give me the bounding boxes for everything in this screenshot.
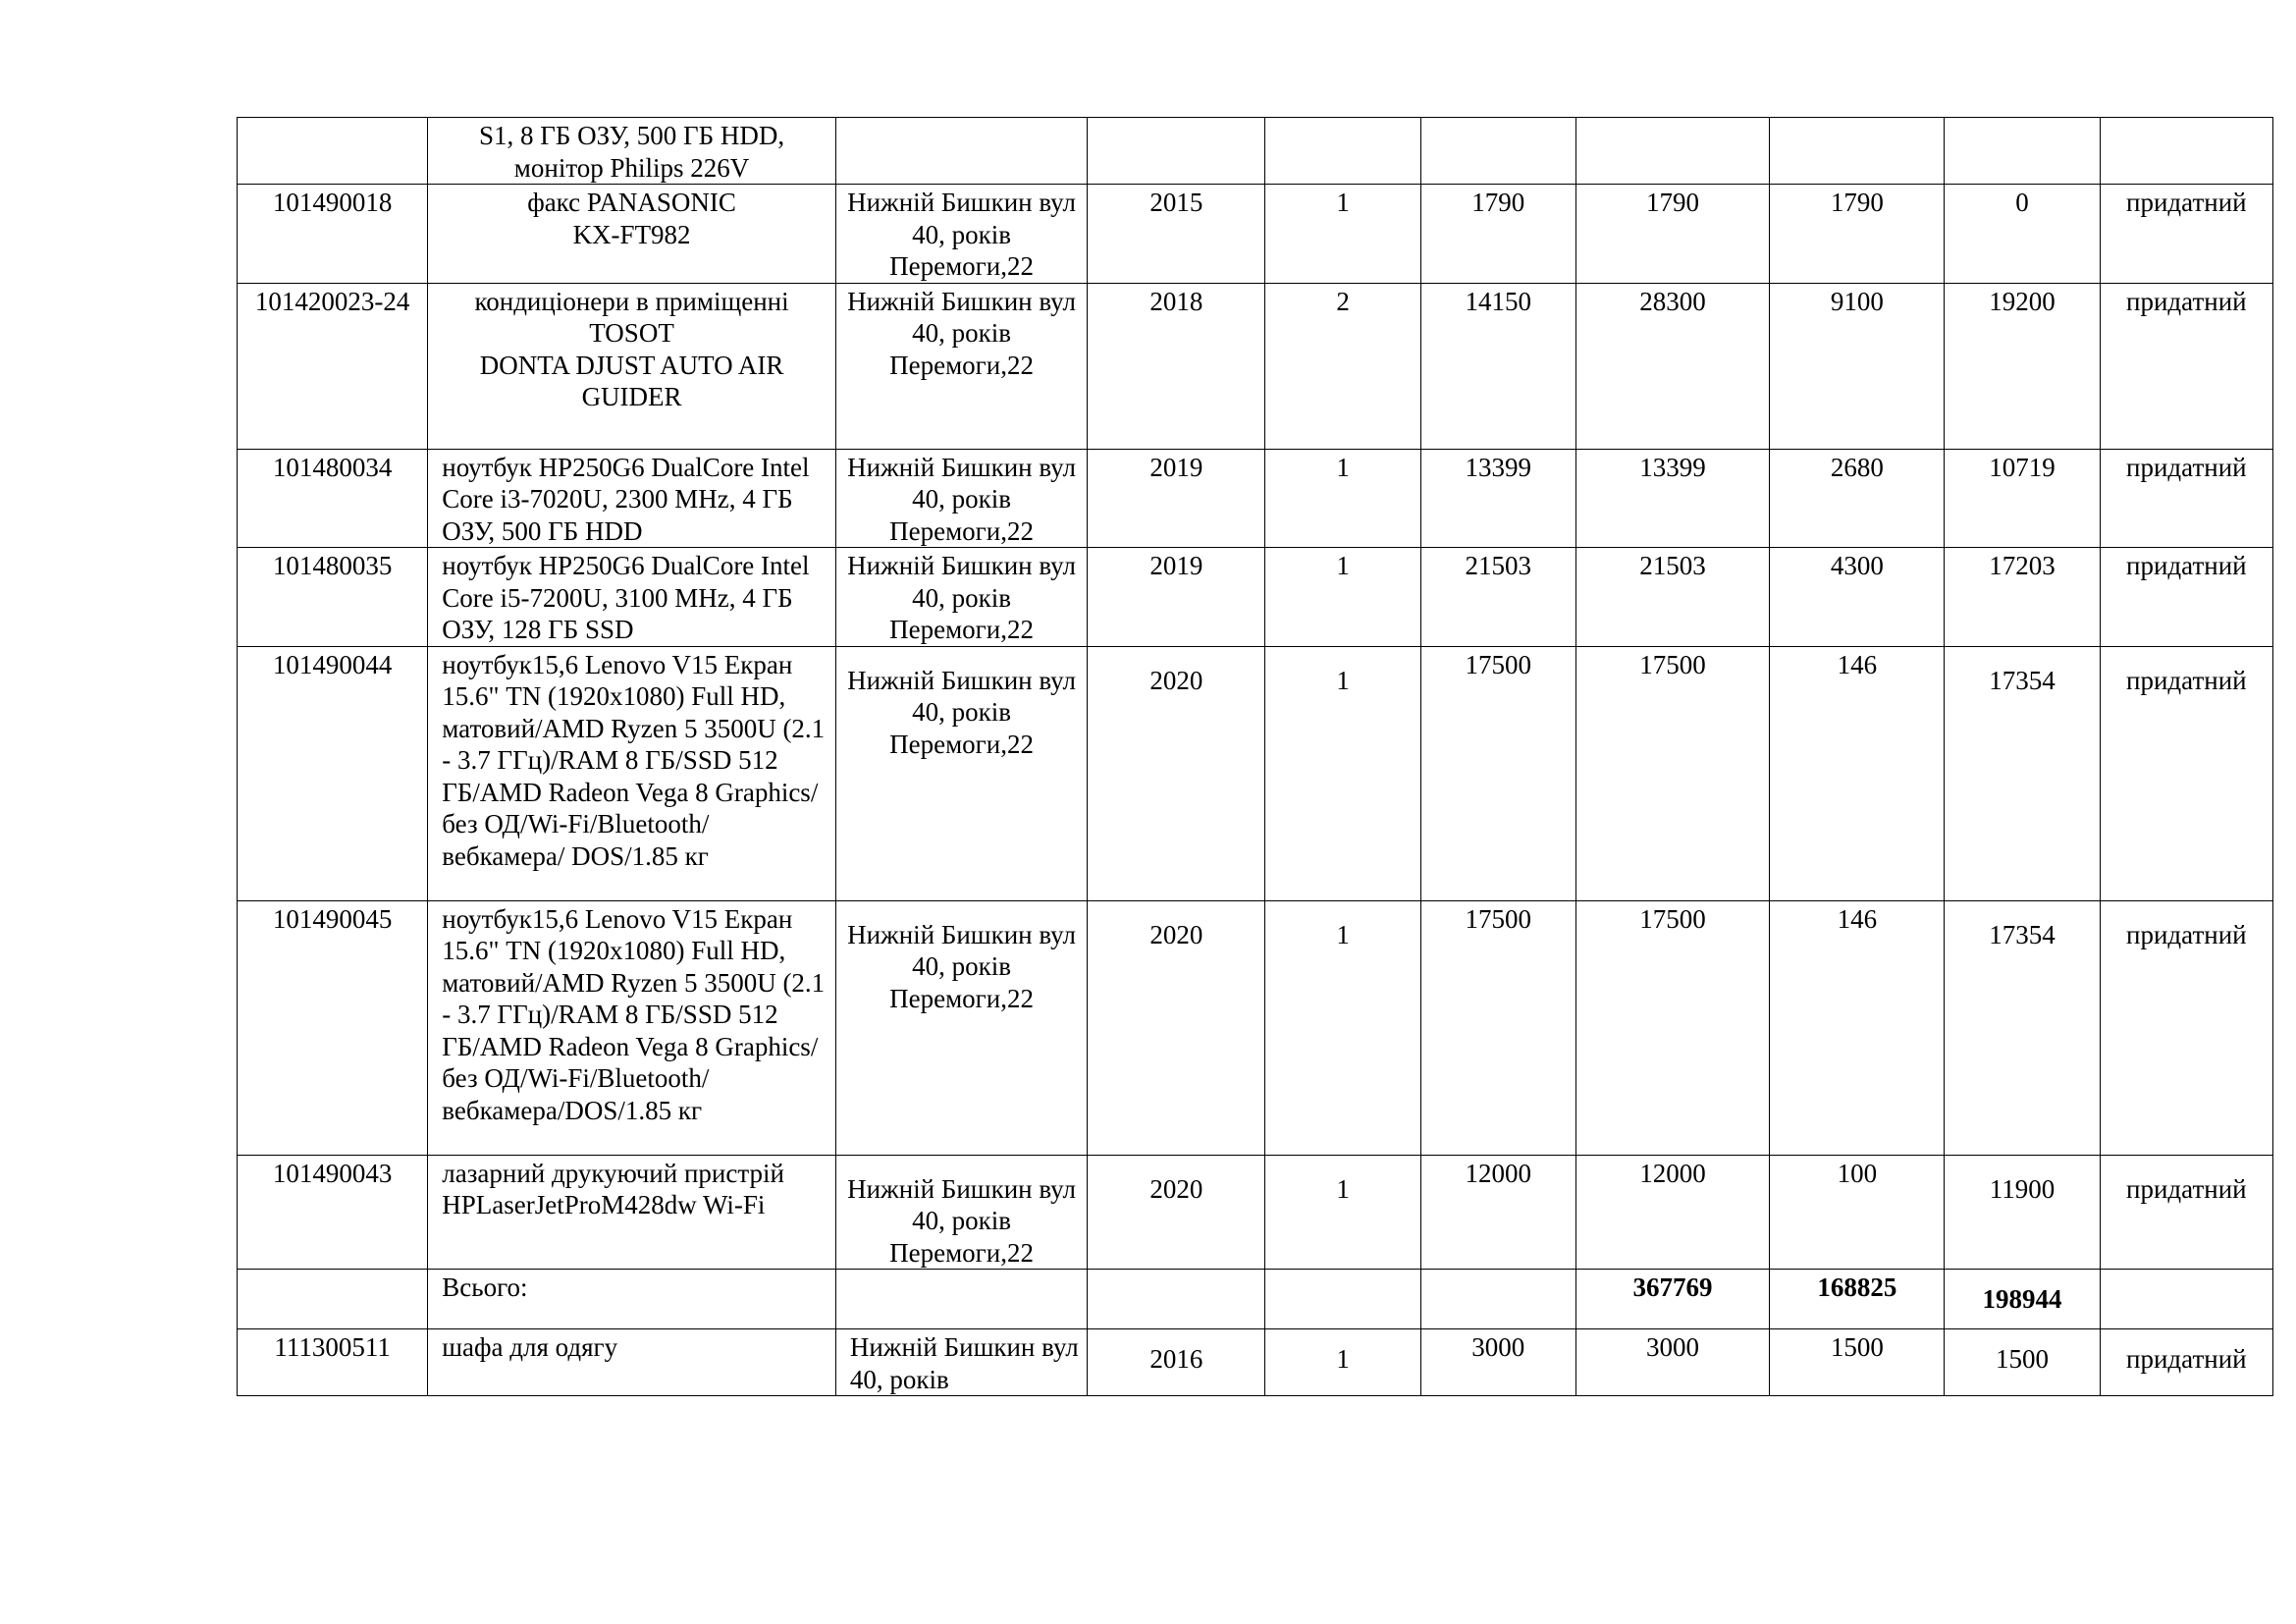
item-code: 111300511 xyxy=(238,1329,428,1396)
item-price: 1790 xyxy=(1420,185,1575,284)
inventory-sheet xyxy=(237,117,2273,1396)
item-initial-cost: 17500 xyxy=(1575,646,1769,900)
item-year xyxy=(1088,118,1265,185)
item-residual: 19200 xyxy=(1945,283,2100,449)
item-name: ноутбук HP250G6 DualCore Intel Core i3-7020U, 2300 MHz, 4 ГБ ОЗУ, 500 ГБ HDD xyxy=(428,449,836,548)
item-price xyxy=(1420,118,1575,185)
table-row xyxy=(238,646,2273,900)
item-depreciation: 100 xyxy=(1770,1155,1945,1270)
item-year: 2020 xyxy=(1088,1155,1265,1270)
item-name: ноутбук15,6 Lenovo V15 Екран 15.6" TN (1920x1080) Full HD, матовий/AMD Ryzen 5 3500U (2.1 - 3.7 ГГц)/RAM 8 ГБ/SSD 512 ГБ/AMD Radeon Vega 8 Graphics/без ОД/Wi-Fi/Bluetooth/вебкамера/DOS/1.85 кг xyxy=(428,900,836,1155)
item-code xyxy=(238,118,428,185)
item-depreciation: 1500 xyxy=(1770,1329,1945,1396)
item-price: 14150 xyxy=(1420,283,1575,449)
item-qty: 1 xyxy=(1265,1329,1420,1396)
total-label: Всього: xyxy=(428,1270,836,1329)
item-residual: 17354 xyxy=(1945,900,2100,1155)
item-price: 17500 xyxy=(1420,900,1575,1155)
item-code: 101490018 xyxy=(238,185,428,284)
item-name: ноутбук HP250G6 DualCore Intel Core i5-7200U, 3100 MHz, 4 ГБ ОЗУ, 128 ГБ SSD xyxy=(428,548,836,647)
item-status: придатний xyxy=(2100,449,2272,548)
item-location: Нижній Бишкин вул 40, років Перемоги,22 xyxy=(835,185,1087,284)
item-qty: 1 xyxy=(1265,449,1420,548)
total-depreciation: 168825 xyxy=(1770,1270,1945,1329)
item-residual: 17354 xyxy=(1945,646,2100,900)
item-residual: 0 xyxy=(1945,185,2100,284)
item-status: придатний xyxy=(2100,900,2272,1155)
item-initial-cost: 12000 xyxy=(1575,1155,1769,1270)
item-year: 2020 xyxy=(1088,646,1265,900)
item-location xyxy=(835,118,1087,185)
item-name: S1, 8 ГБ ОЗУ, 500 ГБ HDD, монітор Philips 226V xyxy=(428,118,836,185)
item-initial-cost: 21503 xyxy=(1575,548,1769,647)
item-price: 3000 xyxy=(1420,1329,1575,1396)
item-year: 2016 xyxy=(1088,1329,1265,1396)
item-status: придатний xyxy=(2100,1329,2272,1396)
item-name-line: DONTA DJUST AUTO AIR GUIDER xyxy=(479,350,784,411)
item-status: придатний xyxy=(2100,646,2272,900)
item-location: Нижній Бишкин вул 40, років Перемоги,22 xyxy=(835,646,1087,900)
item-year: 2019 xyxy=(1088,449,1265,548)
item-depreciation: 1790 xyxy=(1770,185,1945,284)
item-initial-cost: 17500 xyxy=(1575,900,1769,1155)
item-code: 101420023-24 xyxy=(238,283,428,449)
item-qty: 1 xyxy=(1265,185,1420,284)
empty-cell xyxy=(2100,1270,2272,1329)
item-depreciation xyxy=(1770,118,1945,185)
item-price: 21503 xyxy=(1420,548,1575,647)
item-qty: 1 xyxy=(1265,900,1420,1155)
item-price: 12000 xyxy=(1420,1155,1575,1270)
table-row xyxy=(238,900,2273,1155)
item-qty: 1 xyxy=(1265,646,1420,900)
item-year: 2018 xyxy=(1088,283,1265,449)
item-year: 2020 xyxy=(1088,900,1265,1155)
item-depreciation: 9100 xyxy=(1770,283,1945,449)
item-name-line: KX-FT982 xyxy=(572,219,691,249)
item-name: лазарний друкуючий пристрій HPLaserJetProM428dw Wi-Fi xyxy=(428,1155,836,1270)
item-price: 17500 xyxy=(1420,646,1575,900)
item-depreciation: 146 xyxy=(1770,900,1945,1155)
table-row xyxy=(238,118,2273,185)
item-status: придатний xyxy=(2100,548,2272,647)
table-row xyxy=(238,1329,2273,1396)
empty-cell xyxy=(1420,1270,1575,1329)
inventory-table xyxy=(237,117,2273,1396)
item-location: Нижній Бишкин вул 40, років Перемоги,22 xyxy=(835,900,1087,1155)
item-code: 101480034 xyxy=(238,449,428,548)
item-residual xyxy=(1945,118,2100,185)
item-initial-cost: 28300 xyxy=(1575,283,1769,449)
item-name-line: факс PANASONIC xyxy=(527,188,736,217)
item-residual: 11900 xyxy=(1945,1155,2100,1270)
item-status: придатний xyxy=(2100,185,2272,284)
empty-cell xyxy=(835,1270,1087,1329)
table-row xyxy=(238,548,2273,647)
table-row xyxy=(238,449,2273,548)
item-location: Нижній Бишкин вул 40, років xyxy=(835,1329,1087,1396)
item-depreciation: 146 xyxy=(1770,646,1945,900)
item-initial-cost: 3000 xyxy=(1575,1329,1769,1396)
item-code: 101490045 xyxy=(238,900,428,1155)
total-initial-cost: 367769 xyxy=(1575,1270,1769,1329)
item-qty xyxy=(1265,118,1420,185)
item-initial-cost: 13399 xyxy=(1575,449,1769,548)
table-row xyxy=(238,283,2273,449)
item-name xyxy=(428,283,836,449)
item-year: 2019 xyxy=(1088,548,1265,647)
item-location: Нижній Бишкин вул 40, років Перемоги,22 xyxy=(835,449,1087,548)
item-qty: 1 xyxy=(1265,548,1420,647)
item-status xyxy=(2100,118,2272,185)
item-code: 101490044 xyxy=(238,646,428,900)
item-name: шафа для одягу xyxy=(428,1329,836,1396)
total-residual: 198944 xyxy=(1945,1270,2100,1329)
item-status: придатний xyxy=(2100,283,2272,449)
table-row xyxy=(238,1155,2273,1270)
item-initial-cost: 1790 xyxy=(1575,185,1769,284)
table-row xyxy=(238,185,2273,284)
item-residual: 1500 xyxy=(1945,1329,2100,1396)
item-residual: 17203 xyxy=(1945,548,2100,647)
item-location: Нижній Бишкин вул 40, років Перемоги,22 xyxy=(835,548,1087,647)
item-location: Нижній Бишкин вул 40, років Перемоги,22 xyxy=(835,1155,1087,1270)
item-depreciation: 2680 xyxy=(1770,449,1945,548)
item-year: 2015 xyxy=(1088,185,1265,284)
item-code: 101490043 xyxy=(238,1155,428,1270)
item-location: Нижній Бишкин вул 40, років Перемоги,22 xyxy=(835,283,1087,449)
item-name xyxy=(428,185,836,284)
total-row xyxy=(238,1270,2273,1329)
item-depreciation: 4300 xyxy=(1770,548,1945,647)
item-qty: 1 xyxy=(1265,1155,1420,1270)
item-price: 13399 xyxy=(1420,449,1575,548)
item-name: ноутбук15,6 Lenovo V15 Екран 15.6" TN (1920x1080) Full HD, матовий/AMD Ryzen 5 3500U (2.1 - 3.7 ГГц)/RAM 8 ГБ/SSD 512 ГБ/AMD Radeon Vega 8 Graphics/без ОД/Wi-Fi/Bluetooth/вебкамера/ DOS/1.85 кг xyxy=(428,646,836,900)
item-initial-cost xyxy=(1575,118,1769,185)
empty-cell xyxy=(238,1270,428,1329)
item-residual: 10719 xyxy=(1945,449,2100,548)
item-name-line: кондиціонери в приміщенні TOSOT xyxy=(474,286,789,348)
item-status: придатний xyxy=(2100,1155,2272,1270)
empty-cell xyxy=(1088,1270,1265,1329)
empty-cell xyxy=(1265,1270,1420,1329)
item-qty: 2 xyxy=(1265,283,1420,449)
item-code: 101480035 xyxy=(238,548,428,647)
